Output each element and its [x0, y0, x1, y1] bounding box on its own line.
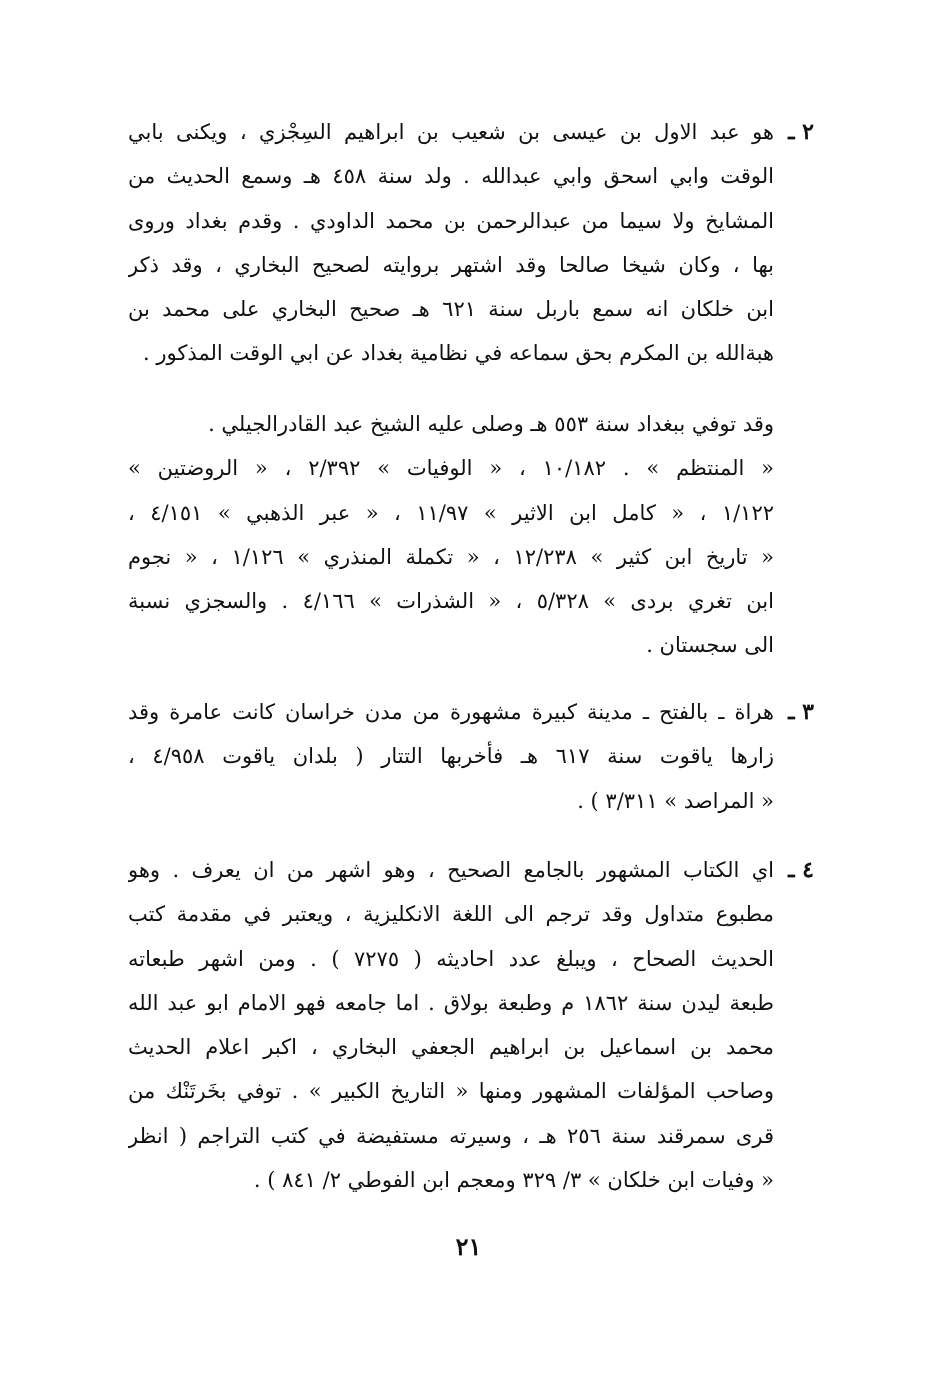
text-line: بها ، وكان شيخا صالحا وقد اشتهر بروايته لصحيح البخاري ، وقد ذكر — [128, 252, 774, 277]
footnote-4 — [128, 848, 814, 1202]
footnote-2-continuation — [128, 402, 774, 668]
text-line: « المراصد » ٣/٣١١ ) . — [577, 788, 774, 813]
text-line: ١/١٢٢ ، « كامل ابن الاثير » ١١/٩٧ ، « عبر الذهبي » ٤/١٥١ ، — [128, 500, 774, 525]
footnote-number: ٣ ـ — [788, 699, 814, 725]
footnote-2 — [128, 110, 814, 376]
footnote-number: ٢ ـ — [788, 119, 814, 145]
text-line: « المنتظم » . ١٠/١٨٢ ، « الوفيات » ٢/٣٩٢ ، « الروضتين » — [128, 456, 774, 481]
text-line: هبةالله بن المكرم بحق سماعه في نظامية بغداد عن ابي الوقت المذكور . — [143, 341, 774, 366]
text-line: الى سجستان . — [646, 633, 774, 658]
text-line: قرى سمرقند سنة ٢٥٦ هـ ، وسيرته مستفيضة في كتب التراجم ( انظر — [128, 1123, 774, 1148]
footnote-number: ٤ ـ — [788, 857, 814, 883]
text-line: هراة ـ بالفتح ـ مدينة كبيرة مشهورة من مدن خراسان كانت عامرة وقد — [128, 700, 774, 724]
text-line: وصاحب المؤلفات المشهور ومنها « التاريخ الكبير » . توفي بخَرتَنْك من — [128, 1079, 774, 1104]
text-line: مطبوع متداول وقد ترجم الى اللغة الانكليزية ، ويعتبر في مقدمة كتب — [128, 902, 774, 927]
text-line: محمد بن اسماعيل بن ابراهيم الجعفي البخاري ، اكبر اعلام الحديث — [128, 1035, 774, 1060]
footnote-body — [128, 690, 774, 823]
text-line: هو عبد الاول بن عيسى بن شعيب بن ابراهيم السِجْزي ، ويكنى بابي — [128, 120, 774, 144]
text-line: « وفيات ابن خلكان » ٣/ ٣٢٩ ومعجم ابن الفوطي ٢/ ٨٤١ ) . — [253, 1168, 774, 1193]
page-number: ٢١ — [455, 1232, 482, 1261]
footnote-3 — [128, 690, 814, 823]
text-line: طبعة ليدن سنة ١٨٦٢ م وطبعة بولاق . اما جامعه فهو الامام ابو عبد الله — [128, 990, 774, 1015]
text-line: ابن خلكان انه سمع باربل سنة ٦٢١ هـ صحيح البخاري على محمد بن — [128, 297, 774, 322]
text-line: الحديث الصحاح ، ويبلغ عدد احاديثه ( ٧٢٧٥ ) . ومن اشهر طبعاته — [128, 946, 774, 971]
text-line: « تاريخ ابن كثير » ١٢/٢٣٨ ، « تكملة المنذري » ١/١٢٦ ، « نجوم — [128, 544, 774, 569]
text-line: وقد توفي ببغداد سنة ٥٥٣ هـ وصلى عليه الشيخ عبد القادرالجيلي . — [208, 412, 774, 436]
text-line: الوقت وابي اسحق وابي عبدالله . ولد سنة ٤٥٨ هـ وسمع الحديث من — [128, 164, 774, 189]
footnote-body — [128, 848, 774, 1202]
text-line: المشايخ ولا سيما من عبدالرحمن بن محمد الداودي . وقدم بغداد وروى — [128, 208, 774, 233]
footnote-body — [128, 110, 774, 376]
text-line: زارها ياقوت سنة ٦١٧ هـ فأخربها التتار ( بلدان ياقوت ٤/٩٥٨ ، — [128, 744, 774, 769]
text-line: اي الكتاب المشهور بالجامع الصحيح ، وهو اشهر من ان يعرف . وهو — [128, 858, 774, 882]
text-line: ابن تغري بردى » ٥/٣٢٨ ، « الشذرات » ٤/١٦٦ . والسجزي نسبة — [128, 589, 774, 614]
